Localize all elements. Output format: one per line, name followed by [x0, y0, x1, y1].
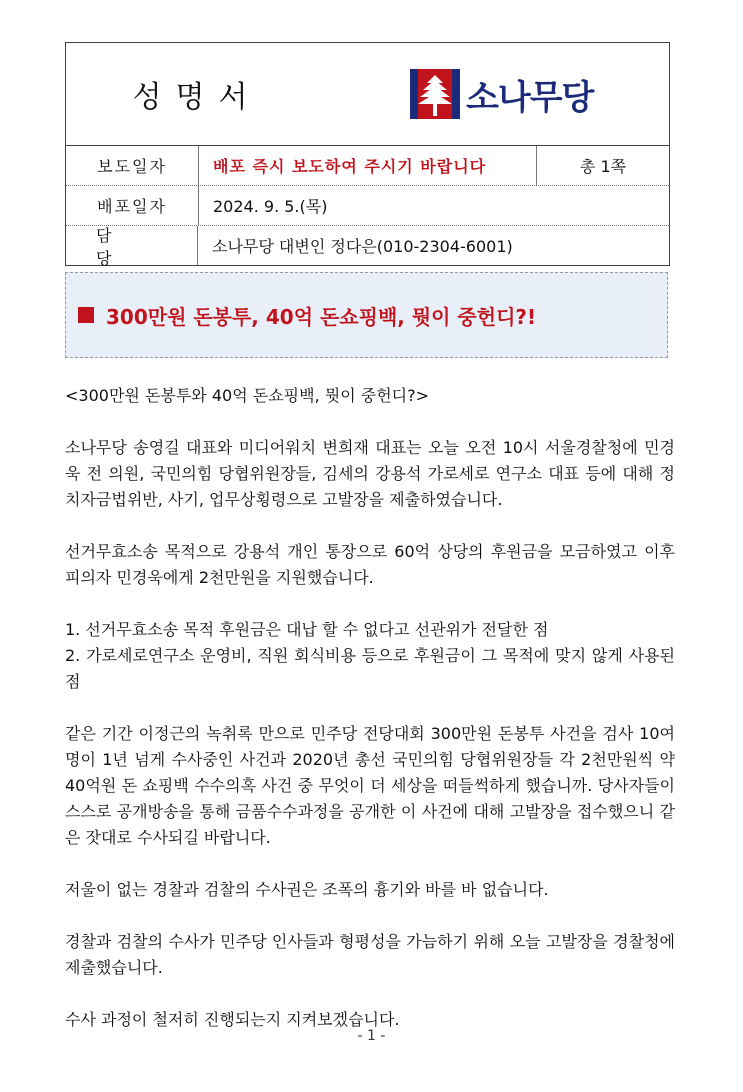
list-item-2: 2. 가로세로연구소 운영비, 직원 회식비용 등으로 후원금이 그 목적에 맞지 않게 사용된 점	[65, 646, 675, 691]
paragraph-5: 경찰과 검찰의 수사가 민주당 인사들과 형평성을 가늠하기 위해 오늘 고발장을 경찰청에 제출했습니다.	[65, 932, 675, 977]
contact-row	[66, 225, 669, 268]
paragraph-6: 수사 과정이 철저히 진행되는지 지켜보겠습니다.	[65, 1010, 400, 1029]
page-count: 총 1쪽	[536, 146, 669, 185]
party-name: 소나무당	[466, 77, 594, 118]
list-item-1: 1. 선거무효소송 목적 후원금은 대납 할 수 없다고 선관위가 전달한 점	[65, 620, 549, 639]
press-date-row	[66, 146, 669, 186]
subtitle: <300만원 돈봉투와 40억 돈쇼핑백, 뭣이 중헌디?>	[65, 386, 430, 405]
release-date-row	[66, 186, 669, 226]
release-date-value: 2024. 9. 5.(목)	[213, 197, 328, 216]
page-number: - 1 -	[357, 1028, 386, 1044]
paragraph-1: 소나무당 송영길 대표와 미디어워치 변희재 대표는 오늘 오전 10시 서울경찰청에 민경욱 전 의원, 국민의힘 당협위원장들, 김세의 강용석 가로세로 연구소 대표 등에 대해 정치자금법위반, 사기, 업무상횡령으로 고발장을 제출하였습니다.	[65, 438, 675, 509]
party-logo	[328, 43, 669, 145]
statement-body	[65, 383, 675, 1059]
press-date-label: 보도일자	[66, 146, 199, 185]
paragraph-2: 선거무효소송 목적으로 강용석 개인 통장으로 60억 상당의 후원금을 모금하였고 이후 피의자 민경욱에게 2천만원을 지원했습니다.	[65, 542, 675, 587]
paragraph-4: 저울이 없는 경찰과 검찰의 수사권은 조폭의 흉기와 바를 바 없습니다.	[65, 880, 549, 899]
contact-value: 소나무당 대변인 정다은(010-2304-6001)	[212, 237, 513, 256]
press-date-value: 배포 즉시 보도하여 주시기 바랍니다	[213, 157, 487, 176]
headline-box	[65, 272, 668, 358]
release-date-label: 배포일자	[66, 186, 199, 225]
square-bullet-icon	[78, 307, 94, 323]
headline: 300만원 돈봉투, 40억 돈쇼핑백, 뭣이 중헌디?!	[106, 304, 537, 329]
pine-tree-icon	[410, 69, 460, 119]
press-release-header	[65, 42, 670, 266]
document-title: 성명서	[132, 80, 262, 115]
title-row	[66, 43, 669, 146]
paragraph-3: 같은 기간 이정근의 녹취록 만으로 민주당 전당대회 300만원 돈봉투 사건을 검사 10여명이 1년 넘게 수사중인 사건과 2020년 총선 국민의힘 당협위원장들 각 2천만원씩 약 40억원 돈 쇼핑백 수수의혹 사건 중 무엇이 더 세상을 떠들썩하게 했습니까. 당사자들이 스스로 공개방송을 통해 금품수수과정을 공개한 이 사건에 대해 고발장을 접수했으니 같은 잣대로 수사되길 바랍니다.	[65, 724, 675, 847]
contact-label: 담 당	[66, 226, 198, 265]
